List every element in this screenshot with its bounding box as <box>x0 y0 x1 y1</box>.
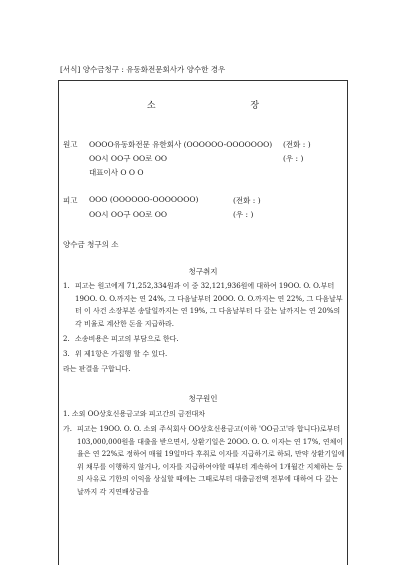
defendant-address: OO시 OO구 OO로 OO <box>89 210 168 219</box>
claim-cause-item-a-num: 가. <box>63 425 72 433</box>
plaintiff-address: OO시 OO구 OO로 OO <box>89 154 168 163</box>
document-title: 소 장 <box>146 101 306 111</box>
plaintiff-zip: (우 : ) <box>283 154 304 163</box>
document-frame <box>58 80 348 565</box>
claim-cause-section-title: 1. 소외 OO상호신용금고와 피고간의 금전대차 <box>63 410 206 418</box>
defendant-phone: (전화 : ) <box>233 196 261 205</box>
claim-purpose-closing: 라는 판결을 구합니다. <box>63 365 131 373</box>
claim-purpose-item-2-text: 소송비용은 피고의 부담으로 한다. <box>75 335 179 343</box>
plaintiff-role: 원고 <box>63 140 78 149</box>
defendant-name: OOO (OOOOOO-OOOOOOO) <box>89 195 199 204</box>
claim-purpose-item-1 <box>63 280 345 330</box>
defendant-block <box>63 195 345 221</box>
claim-purpose-item-3-num: 3. <box>63 350 70 358</box>
form-header-label: [서식] 양수금청구 : 유동화전문회사가 양수한 경우 <box>60 65 226 74</box>
case-name: 양수금 청구의 소 <box>63 240 119 249</box>
claim-purpose-item-2 <box>63 333 345 346</box>
claim-purpose-item-1-text: 피고는 원고에게 71,252,334원과 이 중 32,121,936원에 대하여 19OO. O. O.부터 19OO. O. O.까지는 연 24%, 그 다음날부터 20OO. O. O.까지는 연 22%, 그 다음날부터 이 사건 소장부본 송달일까지는 연 19%, 그 다음날부터 다 갚는 날까지는 연 20%의 각 비율로 계산한 돈을 지급하라. <box>75 282 343 328</box>
claim-purpose-heading: 청구취지 <box>188 267 218 276</box>
claim-cause-item-a <box>63 423 345 498</box>
defendant-zip: (우 : ) <box>233 210 254 219</box>
claim-cause-heading: 청구원인 <box>188 394 218 403</box>
claim-cause-item-a-text: 피고는 19OO. O. O. 소외 주식회사 OO상호신용금고(이하 'OO금고'라 합니다)로부터 103,000,000원을 대출을 받으면서, 상환기일은 20OO. O. O. 이자는 연 17%, 연체이율은 연 22%로 정하여 매월 19일마다 후취로 이자를 지급하기로 하되, 만약 상환기일에 위 채무를 이행하지 않거나, 이자를 지급하여야할 때부터 계속하여 1개월간 지체하는 등의 사유로 기한의 이익을 상실할 때에는 그때로부터 대출금전액 전부에 대하여 다 갚는 날까지 각 지연배상금을 <box>77 425 345 496</box>
claim-purpose-item-3 <box>63 348 345 361</box>
claim-purpose-item-2-num: 2. <box>63 335 70 343</box>
defendant-role: 피고 <box>63 196 78 205</box>
plaintiff-representative: 대표이사 O O O <box>89 168 144 177</box>
plaintiff-block <box>63 139 345 179</box>
claim-purpose-item-1-num: 1. <box>63 282 70 290</box>
claim-purpose-item-3-text: 위 제1항은 가집행 할 수 있다. <box>75 350 168 358</box>
plaintiff-phone: (전화 : ) <box>283 140 311 149</box>
plaintiff-name: OOOO유동화전문 유한회사 (OOOOOO-OOOOOOO) <box>89 140 273 149</box>
